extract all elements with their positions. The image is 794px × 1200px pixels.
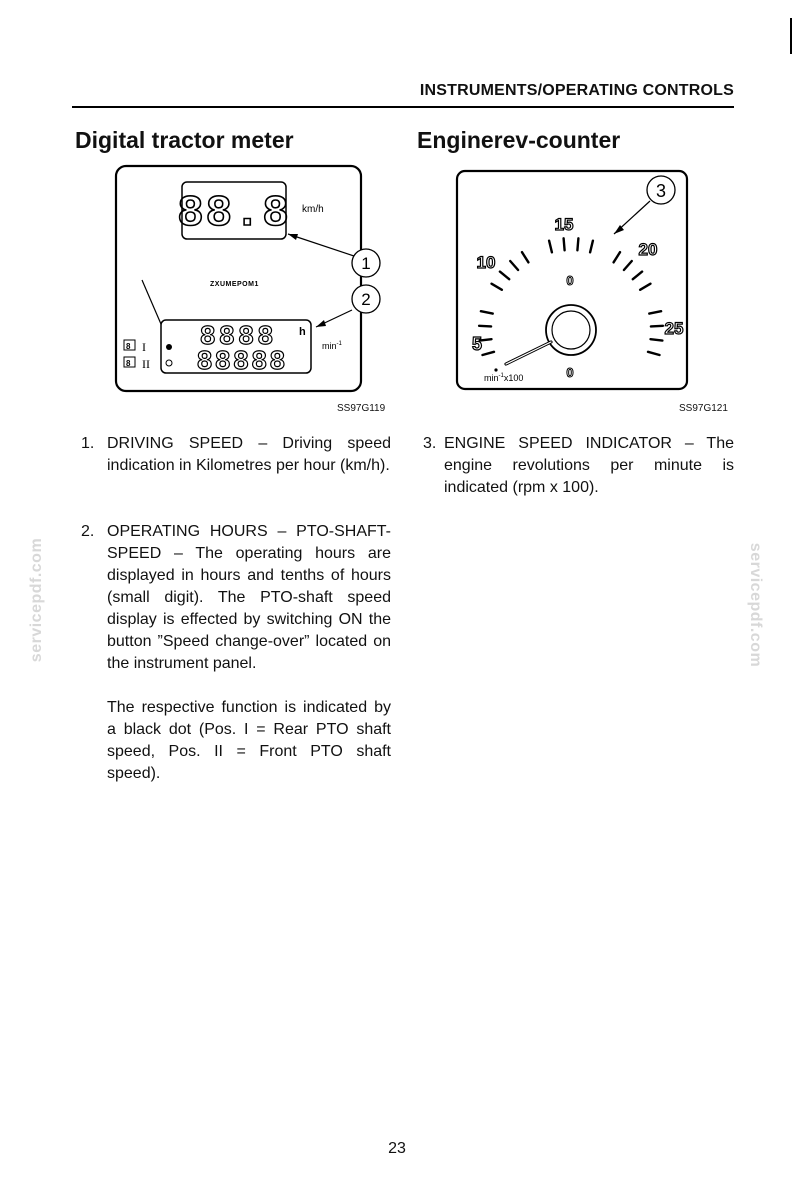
item-text: ENGINE SPEED INDICATOR – The engine revolutions per minute is indicated (rpm x 100). — [444, 435, 734, 496]
figure-1-code: SS97G119 — [337, 403, 386, 414]
rev-counter-title: Enginerev-counter — [417, 127, 621, 153]
svg-text:8: 8 — [126, 342, 131, 351]
rev-counter-figure — [454, 168, 696, 396]
pto-unit-label: $\min^{-1}$ — [322, 341, 342, 351]
scale-tick — [564, 238, 565, 250]
item-text: OPERATING HOURS – PTO-SHAFT-SPEED – The operating hours are displayed in hours and tenths of hours (small digit). The PTO-shaft speed display is effected by switching ON the button ”Speed change-over” located on the instrument panel. — [107, 523, 391, 672]
item-number: 3. — [423, 435, 437, 452]
scale-label-5: 5 — [471, 334, 483, 354]
digital-meter-title: Digital tractor meter — [75, 127, 294, 153]
scale-tick — [577, 238, 578, 250]
watermark-left: servicepdf.com — [28, 537, 45, 663]
watermark-right: servicepdf.com — [747, 542, 764, 668]
scale-label-15: 15 — [554, 215, 574, 234]
speed-unit-label: km/h — [302, 204, 324, 215]
pto-display-digits: 88888 — [196, 348, 288, 378]
brand-mark: ZXUMEPOM1 — [210, 281, 259, 288]
callout-2: 2 — [361, 290, 371, 309]
item-number: 2. — [81, 523, 95, 540]
page-edge-mark — [790, 18, 792, 54]
scale-label-20: 20 — [638, 240, 658, 259]
item-number: 1. — [81, 435, 95, 452]
page-number: 23 — [388, 1140, 406, 1157]
speed-display-digits: 88.8 — [177, 189, 291, 239]
svg-text:0: 0 — [566, 273, 574, 288]
pos-1-label: I — [142, 340, 146, 354]
pos-2-label: II — [142, 357, 150, 371]
rev-unit-label: $\min^{-1}x100$ — [484, 373, 524, 383]
scale-tick — [651, 339, 663, 340]
callout-1: 1 — [361, 254, 371, 273]
callout-3: 3 — [655, 181, 667, 201]
hours-display-digits: 8888 — [199, 323, 277, 353]
scale-label-10: 10 — [476, 253, 496, 272]
svg-text:8: 8 — [126, 359, 131, 368]
svg-text:0: 0 — [566, 365, 574, 380]
scale-tick — [651, 326, 663, 327]
scale-label-25: 25 — [664, 319, 684, 338]
section-header: INSTRUMENTS/OPERATING CONTROLS — [419, 82, 734, 99]
digital-meter-figure — [112, 162, 402, 398]
header-rule — [72, 106, 734, 108]
item-text-continued: The respective function is indicated by a black dot (Pos. I = Rear PTO shaft speed, Pos. II = Front PTO shaft speed). — [107, 699, 391, 782]
scale-tick — [479, 326, 491, 327]
figure-2-code: SS97G121 — [679, 403, 728, 414]
item-text: DRIVING SPEED – Driving speed indication in Kilometres per hour (km/h). — [107, 435, 391, 474]
hours-unit-label: h — [299, 326, 306, 338]
